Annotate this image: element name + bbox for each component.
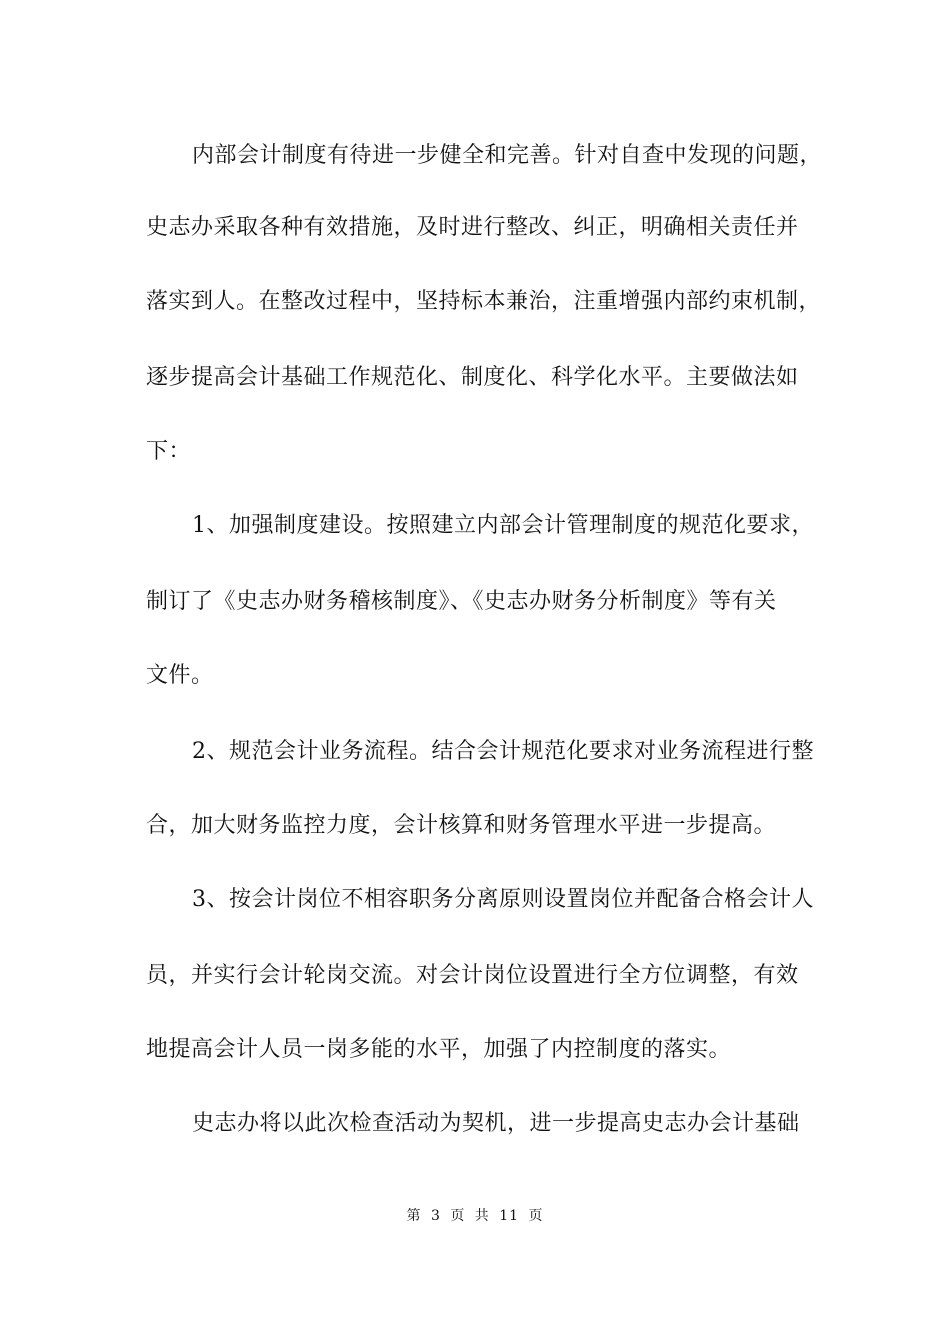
paragraph-line: 文件。 [146,663,214,688]
paragraph-line: 史志办将以此次检查活动为契机，进一步提高史志办会计基础 [192,1111,800,1136]
footer-current-page: 3 [430,1208,441,1224]
paragraph-line: 史志办采取各种有效措施，及时进行整改、纠正，明确相关责任并 [146,215,799,240]
page-footer [0,1206,950,1226]
paragraph-line: 员，并实行会计轮岗交流。对会计岗位设置进行全方位调整，有效 [146,963,799,988]
footer-total-pages: 11 [499,1208,520,1224]
footer-page-word: 页 [450,1208,466,1224]
paragraph-line: 下： [146,439,192,464]
paragraph-line: 逐步提高会计基础工作规范化、制度化、科学化水平。主要做法如 [146,365,799,390]
paragraph-line: 地提高会计人员一岗多能的水平，加强了内控制度的落实。 [146,1037,732,1062]
paragraph-line: 落实到人。在整改过程中，坚持标本兼治，注重增强内部约束机制， [146,289,822,314]
paragraph-line: 3、按会计岗位不相容职务分离原则设置岗位并配备合格会计人 [192,887,814,912]
paragraph-line: 1、加强制度建设。按照建立内部会计管理制度的规范化要求， [192,513,814,538]
footer-total-word: 共 [474,1208,490,1224]
footer-suffix: 页 [528,1208,544,1224]
paragraph-line: 内部会计制度有待进一步健全和完善。针对自查中发现的问题， [192,143,823,168]
footer-prefix: 第 [406,1208,422,1224]
paragraph-line: 2、规范会计业务流程。结合会计规范化要求对业务流程进行整 [192,739,814,764]
paragraph-line: 制订了《史志办财务稽核制度》、《史志办财务分析制度》等有关 [146,589,777,614]
paragraph-line: 合，加大财务监控力度，会计核算和财务管理水平进一步提高。 [146,813,777,838]
